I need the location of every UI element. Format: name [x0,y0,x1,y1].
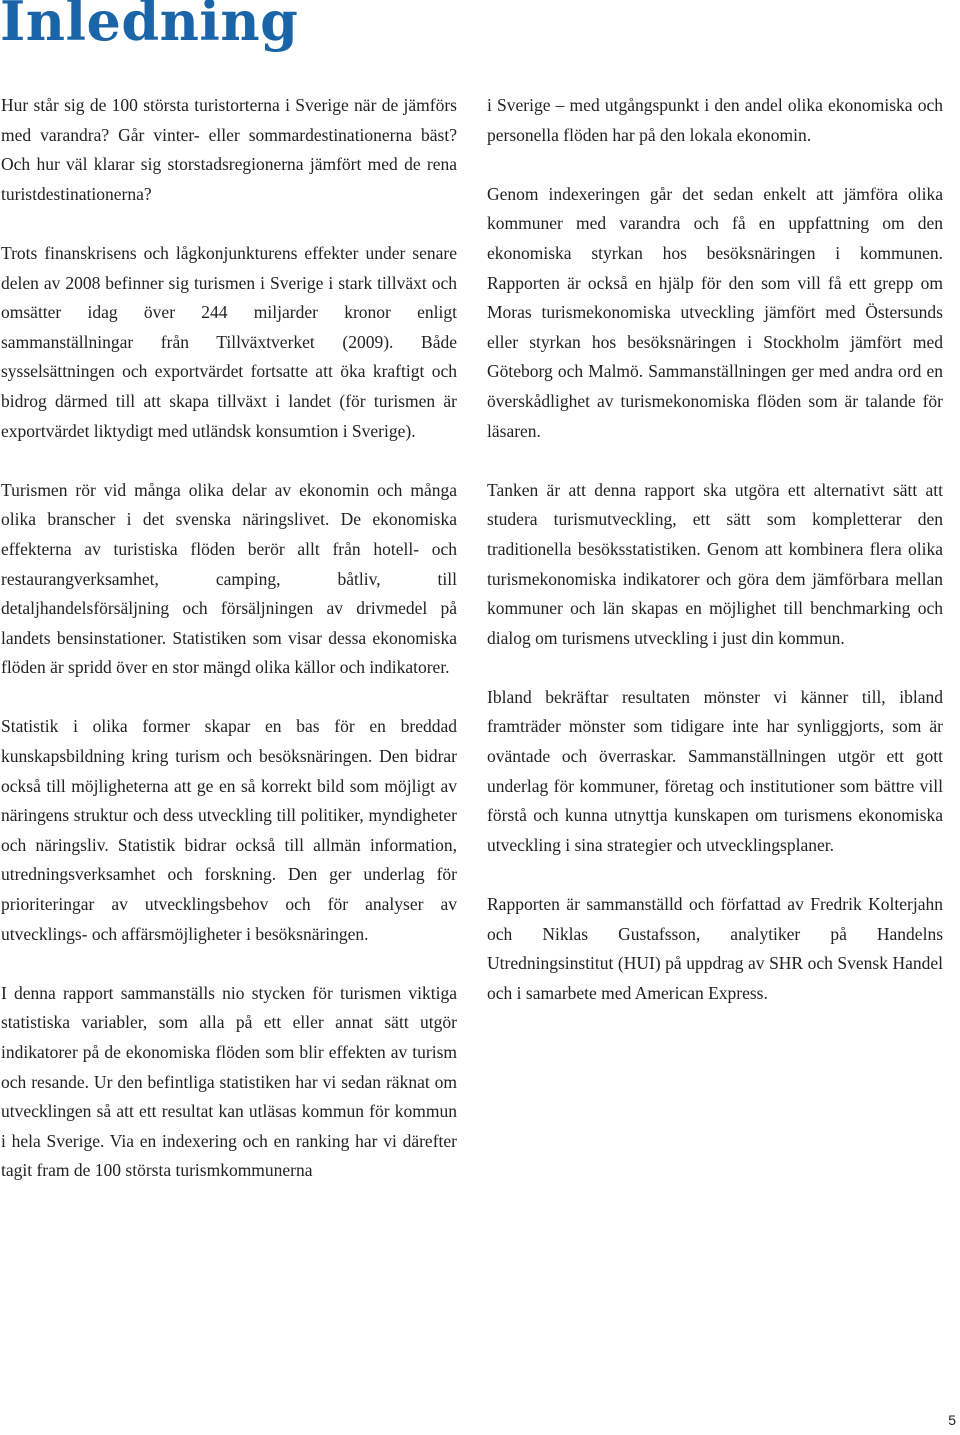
page-title: Inledning [0,0,299,53]
left-column [1,91,457,1216]
paragraph: i Sverige – med utgångspunkt i den andel olika ekonomiska och personella flöden har på den lokala ekonomin. [487,95,943,145]
paragraph: Ibland bekräftar resultaten mönster vi känner till, ibland framträder mönster som tidigare inte har synliggjorts, som är oväntade och överraskar. Sammanställningen utgör ett gott underlag för kommuner, företag och institutioner som bättre vill förstå och kunna utnyttja kunskapen om turismens ekonomiska utveckling i sina strategier och utvecklingsplaner. [487,686,943,855]
paragraph: Statistik i olika former skapar en bas för en breddad kunskapsbildning kring turism och besöksnäringen. Den bidrar också till möjligheterna att ge en så korrekt bild som möjligt av näringens struktur och dess utveckling till politiker, myndigheter och näringsliv. Statistik bidrar också till allmän information, utredningsverksamhet och forskning. Den ger underlag för prioriteringar av utvecklingsbehov och för analyser av utvecklings- och affärsmöjligheter i besöksnäringen. [1,716,457,944]
page-number: 5 [948,1412,956,1428]
paragraph: Genom indexeringen går det sedan enkelt att jämföra olika kommuner med varandra och få en uppfattning om den ekonomiska styrkan hos besöksnäringen i kommunen. Rapporten är också en hjälp för den som vill få ett grepp om Moras turismekonomiska utveckling jämfört med Östersunds eller styrkan hos besöksnäringen i Stockholm jämfört med Göteborg och Malmö. Sammanställningen ger med andra ord en överskådlighet av turismekonomiska flöden som är talande för läsaren. [487,183,943,441]
paragraph: Trots finanskrisens och lågkonjunkturens effekter under senare delen av 2008 befinner sig turismen i Sverige i stark tillväxt och omsätter idag över 244 miljarder kronor enligt sammanställningar från Tillväxtverket (2009). Både sysselsättningen och exportvärdet fortsatte att öka kraftigt och bidrog därmed till att skapa tillväxt i landet (för turismen är exportvärdet liktydigt med utländsk konsumtion i Sverige). [1,242,457,441]
paragraph: Rapporten är sammanställd och författad av Fredrik Kolterjahn och Niklas Gustafsson, analytiker på Handelns Utredningsinstitut (HUI) på uppdrag av SHR och Svensk Handel och i samarbete med American Express. [487,894,943,1003]
paragraph: Tanken är att denna rapport ska utgöra ett alternativt sätt att studera turismutveckling, ett sätt som kompletterar den traditionella besöksstatistiken. Genom att kombinera flera olika turismekonomiska indikatorer och göra dem jämförbara mellan kommuner och län skapas en möjlighet till benchmarking och dialog om turismens utveckling i just din kommun. [487,479,943,648]
right-column [487,91,943,1038]
paragraph: Hur står sig de 100 största turistorterna i Sverige när de jämförs med varandra? Går vinter- eller sommardestinationerna bäst? Och hur väl klarar sig storstadsregionerna jämfört med de rena turistdestinationerna? [1,95,457,204]
paragraph: I denna rapport sammanställs nio stycken för turismen viktiga statistiska variabler, som alla på ett eller annat sätt utgör indikatorer på de ekonomiska flöden som blir effekten av turism och resande. Ur den befintliga statistiken har vi sedan räknat om utvecklingen så att ett resultat kan utläsas kommun för kommun i hela Sverige. Via en indexering och en ranking har vi därefter tagit fram de 100 största turismkommunerna [1,982,457,1181]
paragraph: Turismen rör vid många olika delar av ekonomin och många olika branscher i det svenska näringslivet. De ekonomiska effekterna av turistiska flöden berör allt från hotell- och restaurangverksamhet, camping, båtliv, till detaljhandelsförsäljning och försäljningen av drivmedel på landets bensinstationer. Statistiken som visar dessa ekonomiska flöden är spridd över en stor mängd olika källor och indikatorer. [1,479,457,678]
